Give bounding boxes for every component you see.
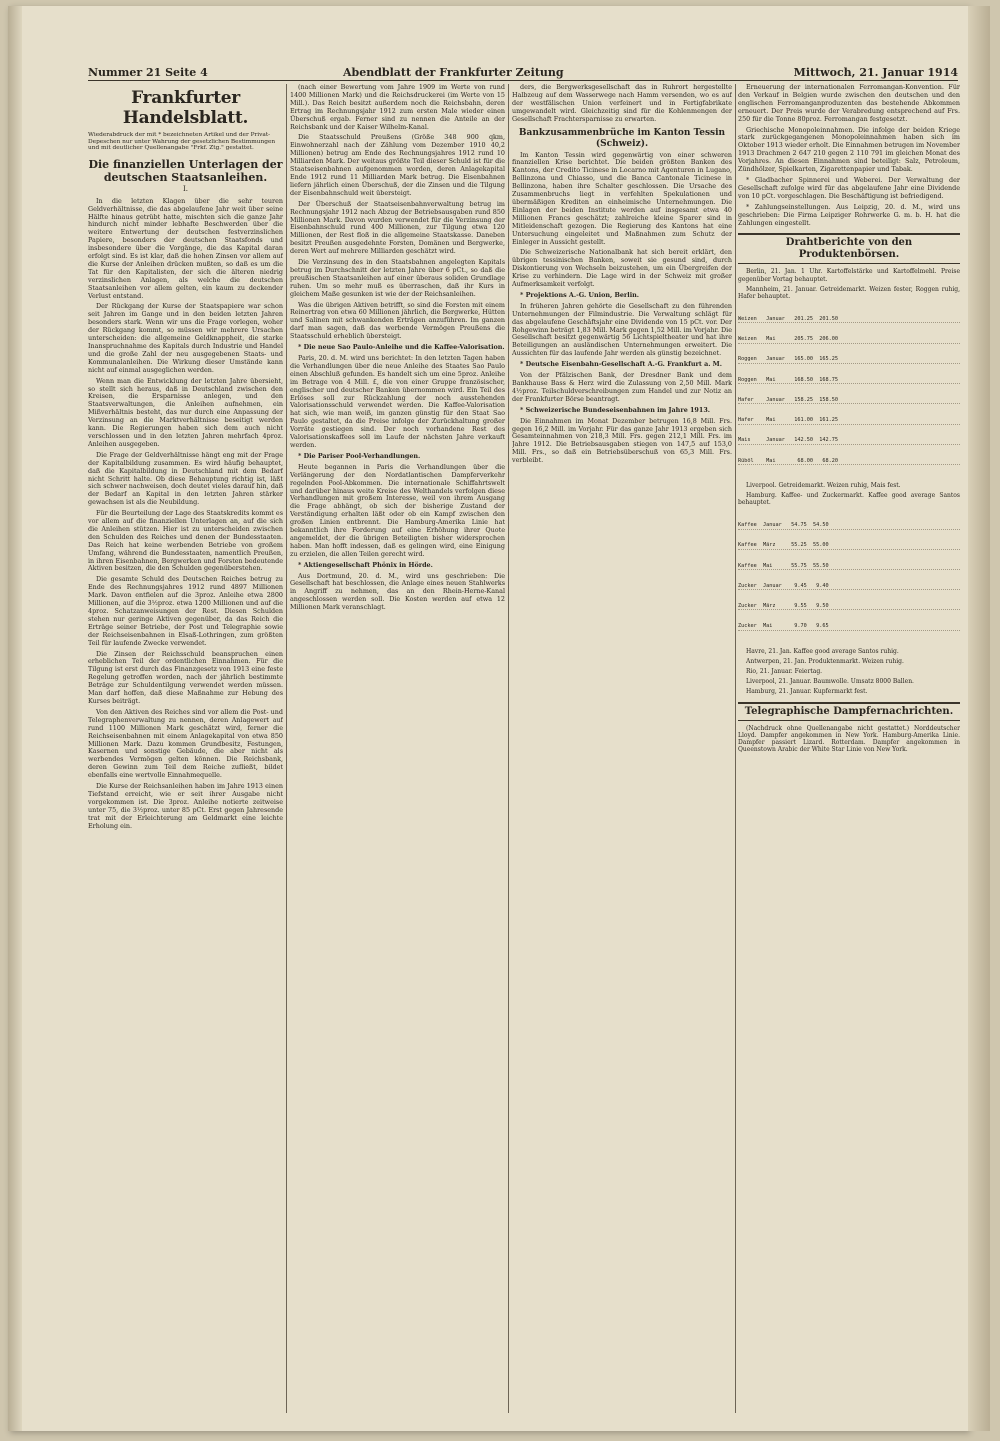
column-1 [88, 84, 283, 1413]
column-divider [286, 84, 287, 1413]
paragraph: Im Kanton Tessin wird gegenwärtig von einer schweren finanziellen Krise berichtet. Die beiden größten Banken des Kantons, der Credito Ticinese in Locarno mit Agenturen in Lugano, Bellinzona und Chiasso, und die Banca Cantonale Ticinese in Bellinzona, haben ihre Schalter geschlossen. Die Ursache des Zusammenbruchs liegt in verfehlten Spekulationen und übermäßigen Krediten an einheimische Unternehmungen. Die Einlagen der beiden Institute werden auf insgesamt etwa 40 Millionen Francs geschätzt; zahlreiche kleine Sparer sind in Mitleidenschaft gezogen. Die Regierung des Kantons hat eine Untersuchung eingeleitet und Maßnahmen zum Schutz der Einleger in Aussicht gestellt. [512, 150, 732, 246]
column-4 [738, 84, 960, 1413]
header-issue: Nummer 21 Seite 4 [88, 66, 208, 79]
paragraph: Erneuerung der internationalen Ferromangan-Konvention. Für den Verkauf in Belgien wurde zwischen den deutschen und den englischen Ferromanganproduzenten das bestehende Abkommen erneuert. Der Preis wurde der Verabredung entsprechend auf Frs. 250 für die Tonne 80proz. Ferromangan festgesetzt. [738, 84, 960, 123]
table-row: Hafer Mai 161.00 161.25 [738, 417, 960, 424]
table-row: Kaffee Januar 54.75 54.50 [738, 522, 960, 529]
paragraph: Die Frage der Geldverhältnisse hängt eng mit der Frage der Kapitalbildung zusammen. Es wird häufig behauptet, daß die Kapitalbildung in Deutschland mit dem Bedarf nicht Schritt halte. Ob diese Behauptung richtig ist, läßt sich schwer nachweisen, doch deutet vieles darauf hin, daß der Bedarf an Kapital in den letzten Jahren stärker gewachsen ist als die Neubildung. [88, 450, 283, 507]
header-date: Mittwoch, 21. Januar 1914 [793, 66, 958, 79]
article-part: I. [183, 184, 188, 193]
price-table [738, 303, 960, 478]
paragraph: ders, die Bergwerksgesellschaft das in Ruhrort hergestellte Halbzeug auf dem Wasserwege nach Hamm versenden, wo es auf der westfälischen Union verfeinert und in Fertigfabrikate umgewandelt wird. Gleichzeitig sind für die Kohlenmengen der Gesellschaft Frachtersparnisse zu erwarten. [512, 84, 732, 123]
paragraph: Die gesamte Schuld des Deutschen Reiches betrug zu Ende des Rechnungsjahres 1912 rund 4897 Millionen Mark. Davon entfielen auf die 3proz. Anleihe etwa 2800 Millionen, auf die 3½proz. etwa 1200 Millionen und auf die 4proz. Schatzanweisungen der Rest. Diesen Schulden stehen nur geringe Aktiven gegenüber, da das Reich die Erträge seiner Betriebe, der Post und Telegraphie sowie der Reichseisenbahnen in Elsaß-Lothringen, zum größten Teil für laufende Zwecke verwendet. [88, 575, 283, 647]
market-report: Mannheim, 21. Januar. Getreidemarkt. Weizen fester, Roggen ruhig, Hafer behauptet. [738, 285, 960, 301]
paragraph: Griechische Monopoleinnahmen. Die infolge der beiden Kriege stark zurückgegangenen Monopoleinnahmen haben sich im Oktober 1913 wieder erholt. Die Einnahmen betrugen im November 1913 Drachmen 2 647 210 gegen 2 110 791 im gleichen Monat des Vorjahres. An diesen Einnahmen sind beteiligt: Salz, Petroleum, Zündhölzer, Spielkarten, Zigarettenpapier und Tabak. [738, 125, 960, 174]
table-row: Rüböl Mai 68.00 68.20 [738, 458, 960, 465]
column-divider [508, 84, 509, 1413]
page-header [88, 66, 958, 78]
page-fold [8, 6, 22, 1431]
paragraph: Von der Pfälzischen Bank, der Dresdner Bank und dem Bankhause Bass & Herz wird die Zulassung von 2,50 Mill. Mark 4½proz. Teilschuldverschreibungen zum Handel und zur Notiz an der Frankfurter Börse beantragt. [512, 371, 732, 403]
paragraph: Für die Beurteilung der Lage des Staatskredits kommt es vor allem auf die finanziellen Unterlagen an, auf die sich die Anleihen stützen. Hier ist zu unterscheiden zwischen den Schulden des Reiches und denen der Bundesstaaten. Das Reich hat keine werbenden Betriebe von großem Umfang, während die Bundesstaaten, namentlich Preußen, in ihren Eisenbahnen, Bergwerken und Forsten bedeutende Aktiven besitzen, die den Schulden gegenüberstehen. [88, 509, 283, 573]
article-heading: * Die neue Sao Paulo-Anleihe und die Kaffee-Valorisation. [298, 343, 505, 352]
page-edge [968, 6, 990, 1431]
section-heading: Drahtberichte von den Produktenbörsen. [738, 233, 960, 264]
section-heading: Telegraphische Dampfernachrichten. [738, 702, 960, 721]
table-row: Hafer Januar 158.25 158.50 [738, 397, 960, 404]
market-report: Liverpool, 21. Januar. Baumwolle. Umsatz 8000 Ballen. [746, 678, 914, 686]
article-heading: * Deutsche Eisenbahn-Gesellschaft A.-G. Frankfurt a. M. [520, 360, 722, 369]
header-rule [88, 80, 958, 81]
paragraph: Paris, 20. d. M. wird uns berichtet: In den letzten Tagen haben die Verhandlungen über die neue Anleihe des Staates Sao Paulo einen Abschluß gefunden. Es handelt sich um eine 5proz. Anleihe im Betrage von 4 Mill. £, die von einer Gruppe französischer, englischer und deutscher Banken übernommen wird. Ein Teil des Erlöses soll zur Rückzahlung der noch ausstehenden Valorisationsschuld verwendet werden. Die Kaffee-Valorisation hat sich, wie man weiß, im ganzen günstig für den Staat Sao Paulo gestaltet, da die Preise infolge der Zurückhaltung großer Vorräte gestiegen sind. Der noch vorhandene Rest des Valorisationskaffees soll im Laufe der nächsten Jahre verkauft werden. [290, 354, 505, 449]
price-table [738, 509, 960, 643]
paragraph: Der Rückgang der Kurse der Staatspapiere war schon seit Jahren im Gange und in den beiden letzten Jahren besonders stark. Wenn wir uns die Frage vorlegen, woher der Rückgang kommt, so müssen wir mehrere Ursachen unterscheiden: die allgemeine Geldknappheit, die starke Inanspruchnahme des Kapitals durch Industrie und Handel und die große Zahl der neu ausgegebenen Staats- und Kommunalanleihen. Die Wirkung dieser Umstände kann nicht auf einmal ausgeglichen werden. [88, 302, 283, 374]
table-row: Zucker März 9.55 9.50 [738, 603, 960, 610]
newspaper-page [8, 6, 968, 1431]
table-row: Weizen Januar 201.25 201.50 [738, 316, 960, 323]
paragraph: In früheren Jahren gehörte die Gesellschaft zu den führenden Unternehmungen der Filmindustrie. Die Verwaltung schlägt für das abgelaufene Geschäftsjahr eine Dividende von 15 pCt. vor. Der Rohgewinn beträgt 1,83 Mill. Mark gegen 1,52 Mill. im Vorjahr. Die Gesellschaft besitzt gegenwärtig 56 Lichtspieltheater und hat ihre Beteiligungen an ausländischen Unternehmungen erweitert. Die Aussichten für das laufende Jahr werden als günstig bezeichnet. [512, 301, 732, 358]
market-report: Liverpool. Getreidemarkt. Weizen ruhig, Mais fest. [746, 481, 901, 489]
column-2 [290, 84, 505, 1413]
market-report: Hamburg. Kaffee- und Zuckermarkt. Kaffee good average Santos behauptet. [738, 491, 960, 507]
table-row: Roggen Mai 168.50 168.75 [738, 377, 960, 384]
market-report: Hamburg, 21. Januar. Kupfermarkt fest. [746, 688, 868, 696]
article-heading: * Die Pariser Pool-Verhandlungen. [298, 451, 421, 460]
paragraph: Die Schweizerische Nationalbank hat sich bereit erklärt, den übrigen tessinischen Banken, soweit sie gesund sind, durch Diskontierung von Wechseln beizustehen, um ein Übergreifen der Krise zu verhindern. Die Lage wird in der Schweiz mit großer Aufmerksamkeit verfolgt. [512, 248, 732, 289]
paragraph: Der Überschuß der Staatseisenbahnverwaltung betrug im Rechnungsjahr 1912 nach Abzug der Betriebsausgaben rund 850 Millionen Mark. Davon wurden verwendet für die Verzinsung der Eisenbahnschuld rund 400 Millionen, zur Tilgung etwa 120 Millionen, der Rest floß in die allgemeine Staatskasse. Daneben besitzt Preußen ausgedehnte Forsten, Domänen und Bergwerke, deren Wert auf mehrere Milliarden geschätzt wird. [290, 199, 505, 256]
shipping-news: (Nachdruck ohne Quellenangabe nicht gestattet.) Norddeutscher Lloyd. Dampfer angekommen in New York. Hamburg-Amerika Linie. Dampfer passiert Lizard. Rotterdam. Dampfer angekommen in Queenstown Arabic der White Star Linie von New York. [738, 724, 960, 754]
table-row: Roggen Januar 165.00 165.25 [738, 356, 960, 363]
table-row: Zucker Mai 9.70 9.65 [738, 623, 960, 630]
paragraph: Heute begannen in Paris die Verhandlungen über die Verlängerung der den Nordatlantischen Dampferverkehr regelnden Pool-Abkommen. Die internationale Schiffahrtswelt und darüber hinaus weite Kreise des Welthandels verfolgen diese Verhandlungen mit großem Interesse, weil von ihrem Ausgang die Frage abhängt, ob sich der bisherige Zustand der Verständigung erhalten läßt oder ob ein Kampf zwischen den großen Linien entbrennt. Die Hamburg-Amerika Linie hat bekanntlich ihre Forderung auf eine Erhöhung ihrer Quote angemeldet, der die übrigen Beteiligten bisher widersprochen haben. Man hofft indessen, daß es gelingen wird, eine Einigung zu erzielen, die allen Teilen gerecht wird. [290, 462, 505, 558]
reprint-note: Wiederabdruck der mit * bezeichneten Artikel und der Privat-Depeschen nur unter Wahrung der gesetzlichen Bestimmungen und mit deutlicher Quellenangabe "Frkf. Ztg." gestattet. [88, 132, 276, 152]
paragraph: (nach einer Bewertung vom Jahre 1909 im Werte von rund 1400 Millionen Mark) und die Reichsdruckerei (im Werte von 15 Mill.). Das Reich besitzt außerdem noch die Reichsbahn, deren Ertrag im Rechnungsjahr 1912 zum ersten Male wieder einen Überschuß ergab. Ferner sind zu nennen die Anteile an der Reichsbank und der Kaiser Wilhelm-Kanal. [290, 84, 505, 131]
paragraph: Was die übrigen Aktiven betrifft, so sind die Forsten mit einem Reinertrag von etwa 60 Millionen jährlich, die Bergwerke, Hütten und Salinen mit schwankenden Erträgen anzuführen. Im ganzen darf man sagen, daß das werbende Vermögen Preußens die Staatsschuld erheblich übersteigt. [290, 300, 505, 341]
paragraph: * Zahlungseinstellungen. Aus Leipzig, 20. d. M., wird uns geschrieben: Die Firma Leipziger Rohrwerke G. m. b. H. hat die Zahlungen eingestellt. [738, 202, 960, 227]
table-row: Zucker Januar 9.45 9.40 [738, 583, 960, 590]
market-report: Havre, 21. Jan. Kaffee good average Santos ruhig. [746, 647, 899, 655]
table-row: Mais Januar 142.50 142.75 [738, 437, 960, 444]
paragraph: Die Einnahmen im Monat Dezember betrugen 16,8 Mill. Frs. gegen 16,2 Mill. im Vorjahr. Für das ganze Jahr 1913 ergeben sich Gesamteinnahmen von 218,3 Mill. Frs. gegen 212,1 Mill. Frs. im Jahre 1912. Die Betriebsausgaben stiegen von 147,5 auf 153,0 Mill. Frs., so daß ein Betriebsüberschuß von 65,3 Mill. Frs. verbleibt. [512, 416, 732, 465]
paragraph: Von den Aktiven des Reiches sind vor allem die Post- und Telegraphenverwaltung zu nennen, deren Anlagewert auf rund 1100 Millionen Mark geschätzt wird, ferner die Reichseisenbahnen mit einem Anlagekapital von etwa 850 Millionen Mark. Dazu kommen Grundbesitz, Festungen, Kasernen und sonstige Gebäude, die aber nicht als werbendes Vermögen gelten können. Die Reichsbank, deren Gewinn zum Teil dem Reiche zufließt, bildet ebenfalls eine wertvolle Einnahmequelle. [88, 707, 283, 780]
table-row: Kaffee März 55.25 55.00 [738, 542, 960, 549]
paragraph: Die Staatsschuld Preußens (Größe 348 900 qkm, Einwohnerzahl nach der Zählung vom Dezember 1910 40,2 Millionen) betrug am Ende des Rechnungsjahres 1912 rund 10 Milliarden Mark. Der weitaus größte Teil dieser Schuld ist für die Staatseisenbahnen aufgenommen worden, deren Anlagekapital Ende 1912 rund 11 Milliarden Mark betrug. Die Eisenbahnen liefern jährlich einen Überschuß, der die Zinsen und die Tilgung der Eisenbahnschuld weit übersteigt. [290, 133, 505, 197]
market-report: Berlin, 21. Jan. 1 Uhr. Kartoffelstärke und Kartoffelmehl. Preise gegenüber Vortag behauptet. [738, 268, 960, 283]
header-title: Abendblatt der Frankfurter Zeitung [343, 66, 564, 79]
table-row: Kaffee Mai 55.75 55.50 [738, 563, 960, 570]
market-report: Rio, 21. Januar. Feiertag. [746, 667, 823, 675]
paragraph: In die letzten Klagen über die sehr teuren Geldverhältnisse, die das abgelaufene Jahr weit über seine Hälfte hinaus getrübt hatte, mischten sich die ganze Jahr hindurch nicht minder lebhafte Beschwerden über die weitere Entwertung der deutschen festverzinslichen Papiere, besonders der deutschen Staatsfonds und insbesondere über die Vorgänge, die das Kapital daran erfolgt sind. Es ist klar, daß die hohen Zinsen vor allem auf die Kurse der Anleihen drücken mußten, so daß es um die Tat für den Kapitalisten, der sich die älteren niedrig verzinslichen Anlagen, als welche die deutschen Staatsanleihen vor allem gelten, ein kaum zu deckender Verlust entstand. [88, 196, 283, 300]
column-divider [735, 84, 736, 1413]
article-heading: * Aktiengesellschaft Phönix in Hörde. [298, 560, 433, 569]
paragraph: Wenn man die Entwicklung der letzten Jahre übersieht, so stellt sich heraus, daß in Deutschland zwischen den Kreisen, die Ersparnisse anlegen, und den Staatsverwaltungen, die Anleihen aufnehmen, ein Mißverhältnis besteht, das nur durch eine Anpassung der Verzinsung an die Marktverhältnisse beseitigt werden kann. Die Regierungen haben sich dem auch nicht verschlossen und in den letzten Jahren mehrfach 4proz. Anleihen ausgegeben. [88, 376, 283, 448]
paragraph: Die Kurse der Reichsanleihen haben im Jahre 1913 einen Tiefstand erreicht, wie er seit ihrer Ausgabe nicht vorgekommen ist. Die 3proz. Anleihe notierte zeitweise unter 75, die 3½proz. unter 85 pCt. Erst gegen Jahresende trat mit der Erleichterung am Geldmarkt eine leichte Erholung ein. [88, 782, 283, 830]
column-3 [512, 84, 732, 1413]
article-title: Bankzusammenbrüche im Kanton Tessin (Schweiz). [518, 127, 726, 149]
market-report: Antwerpen, 21. Jan. Produktenmarkt. Weizen ruhig. [746, 657, 904, 665]
article-heading: * Schweizerische Bundeseisenbahnen im Jahre 1913. [520, 405, 710, 414]
article-title: Die finanziellen Unterlagen der deutschen Staatsanleihen. [88, 157, 283, 184]
paragraph: Die Zinsen der Reichsschuld beanspruchen einen erheblichen Teil der ordentlichen Einnahmen. Für die Tilgung ist erst durch das Finanzgesetz von 1913 eine feste Regelung getroffen worden, nach der jährlich bestimmte Beträge zur Schuldentilgung verwendet werden müssen. Man darf hoffen, daß diese Maßnahme zur Hebung des Kurses beiträgt. [88, 649, 283, 705]
paragraph: Aus Dortmund, 20. d. M., wird uns geschrieben: Die Gesellschaft hat beschlossen, die Anlage eines neuen Stahlwerks in Angriff zu nehmen, das an den Rhein-Herne-Kanal angeschlossen werden soll. Die Kosten werden auf etwa 12 Millionen Mark veranschlagt. [290, 571, 505, 612]
section-masthead: Frankfurter Handelsblatt. [122, 88, 249, 128]
paragraph: Die Verzinsung des in den Staatsbahnen angelegten Kapitals betrug im Durchschnitt der letzten Jahre über 6 pCt., so daß die preußischen Staatsanleihen auf einer überaus soliden Grundlage ruhen. Um so mehr muß es überraschen, daß ihr Kurs in gleichem Maße gesunken ist wie der der Reichsanleihen. [290, 258, 505, 298]
article-heading: * Projektions A.-G. Union, Berlin. [520, 290, 640, 299]
paragraph: * Gladbacher Spinnerei und Weberei. Der Verwaltung der Gesellschaft zufolge wird für das abgelaufene Jahr eine Dividende von 10 pCt. vorgeschlagen. Die Beschäftigung ist befriedigend. [738, 175, 960, 200]
table-row: Weizen Mai 205.75 206.00 [738, 336, 960, 343]
